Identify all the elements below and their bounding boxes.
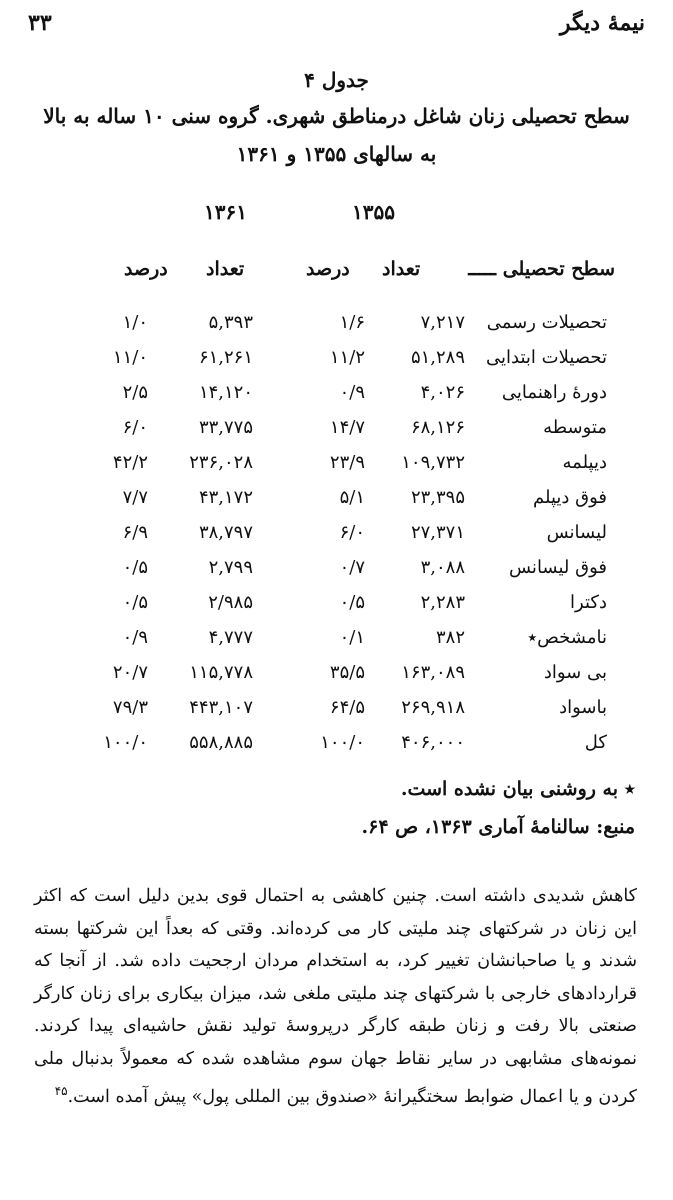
row-count-1355: ۷,۲۱۷ — [420, 312, 465, 333]
row-level: فوق دیپلم — [533, 487, 607, 508]
column-header-count-1355: تعداد — [382, 258, 421, 280]
table-label: جدول ۴ — [304, 68, 369, 92]
row-count-1361: ۵,۳۹۳ — [208, 312, 253, 333]
row-percent-1355: ۵/۱ — [339, 487, 365, 508]
table-row-total — [0, 728, 673, 763]
running-title: نیمهٔ دیگر — [559, 10, 645, 36]
row-count-1361: ۴۳,۱۷۲ — [198, 487, 253, 508]
table-footnote: ٭ به روشنی بیان نشده است. — [400, 778, 635, 800]
column-header-percent-1355: درصد — [306, 258, 350, 280]
row-level: بی سواد — [543, 662, 607, 683]
education-table — [0, 308, 673, 763]
row-count-1361: ۱۱۵,۷۷۸ — [189, 662, 253, 683]
table-row — [0, 448, 673, 483]
row-level: فوق لیسانس — [508, 557, 607, 578]
running-head — [28, 10, 645, 46]
row-percent-1361: ۷۹/۳ — [112, 697, 148, 718]
row-level: دکترا — [570, 592, 607, 613]
row-count-1361: ۴,۷۷۷ — [208, 627, 253, 648]
row-count-1361: ۲,۷۹۹ — [208, 557, 253, 578]
table-row — [0, 518, 673, 553]
column-header-percent-1361: درصد — [124, 258, 168, 280]
row-percent-1361: ۰/۵ — [122, 557, 148, 578]
row-level: باسواد — [559, 697, 607, 718]
row-level: کل — [584, 732, 607, 753]
row-count-1355: ۵۱,۲۸۹ — [410, 347, 465, 368]
row-count-1355: ۲۳,۳۹۵ — [410, 487, 465, 508]
row-count-1355: ۳,۰۸۸ — [420, 557, 465, 578]
row-percent-1355: ۱۱/۲ — [329, 347, 365, 368]
table-row — [0, 623, 673, 658]
row-count-1355: ۲۷,۳۷۱ — [410, 522, 465, 543]
row-count-1361: ۴۴۳,۱۰۷ — [189, 697, 253, 718]
row-level: لیسانس — [546, 522, 607, 543]
table-row — [0, 378, 673, 413]
row-count-1355: ۴۰۶,۰۰۰ — [401, 732, 465, 753]
table-source: منبع: سالنامهٔ آماری ۱۳۶۳، ص ۶۴. — [361, 816, 635, 838]
row-percent-1361: ۱/۰ — [122, 312, 148, 333]
row-count-1361: ۵۵۸,۸۸۵ — [189, 732, 253, 753]
row-count-1361: ۳۸,۷۹۷ — [198, 522, 253, 543]
row-percent-1361: ۱۰۰/۰ — [103, 732, 148, 753]
row-percent-1355: ۰/۷ — [339, 557, 365, 578]
body-paragraph-text: کاهش شدیدی داشته است. چنین کاهشی به احتمال قوی بدین دلیل است که اکثر این زنان در شرکتهای چند ملیتی کار می کرده‌اند. وقتی که بعداً این شرکتها بسته شدند و یا صاحبانشان تغییر کرد، به استخدام مردان ارجحیت داده شد. از آنجا که قراردادهای خارجی با شرکتهای چند ملیتی ملغی شد، میزان بیکاری برای زنان کارگر صنعتی بالا رفت و زنان طبقه کارگر درپروسهٔ تولید نقش حاشیه‌ای پیدا کردند. نمونه‌های مشابهی در سایر نقاط جهان سوم مشاهده شده که معمولاً بدنبال ملی کردن و یا اعمال ضوابط سختگیرانهٔ «صندوق بین المللی پول» پیش آمده است. — [34, 886, 637, 1107]
row-count-1361: ۳۳,۷۷۵ — [198, 417, 253, 438]
row-percent-1355: ۱۰۰/۰ — [320, 732, 365, 753]
row-percent-1355: ۶/۰ — [339, 522, 365, 543]
row-percent-1355: ۳۵/۵ — [329, 662, 365, 683]
row-level: متوسطه — [543, 417, 607, 438]
row-count-1355: ۶۸,۱۲۶ — [410, 417, 465, 438]
row-count-1361: ۶۱,۲۶۱ — [198, 347, 253, 368]
row-percent-1361: ۶/۹ — [122, 522, 148, 543]
table-row — [0, 658, 673, 693]
table-row — [0, 308, 673, 343]
row-level: تحصیلات رسمی — [486, 312, 607, 333]
column-header-count-1361: تعداد — [206, 258, 245, 280]
row-percent-1355: ۶۴/۵ — [329, 697, 365, 718]
row-level: دورهٔ راهنمایی — [501, 382, 607, 403]
row-percent-1361: ۷/۷ — [122, 487, 148, 508]
row-count-1355: ۲۶۹,۹۱۸ — [401, 697, 465, 718]
footnote-reference: ۴۵ — [54, 1084, 68, 1098]
row-percent-1361: ۴۲/۲ — [112, 452, 148, 473]
row-count-1355: ۱۰۹,۷۳۲ — [401, 452, 465, 473]
table-row — [0, 693, 673, 728]
row-count-1355: ۱۶۳,۰۸۹ — [401, 662, 465, 683]
table-row — [0, 483, 673, 518]
row-level: دیپلمه — [562, 452, 607, 473]
row-percent-1355: ۲۳/۹ — [329, 452, 365, 473]
table-subtitle: به سالهای ۱۳۵۵ و ۱۳۶۱ — [236, 142, 437, 166]
body-paragraph — [34, 880, 637, 1113]
table-row — [0, 588, 673, 623]
row-count-1361: ۱۴,۱۲۰ — [198, 382, 253, 403]
row-percent-1355: ۰/۱ — [339, 627, 365, 648]
row-count-1361: ۲/۹۸۵ — [208, 592, 253, 613]
table-row — [0, 553, 673, 588]
row-count-1355: ۴,۰۲۶ — [420, 382, 465, 403]
row-percent-1355: ۰/۹ — [339, 382, 365, 403]
column-header-level: سطح تحصیلی ـــــ — [468, 258, 615, 280]
year-header-1355: ۱۳۵۵ — [352, 200, 395, 224]
row-percent-1355: ۱/۶ — [339, 312, 365, 333]
row-level: نامشخص٭ — [527, 627, 607, 648]
row-percent-1355: ۰/۵ — [339, 592, 365, 613]
row-count-1355: ۳۸۲ — [435, 627, 465, 648]
row-percent-1361: ۲۰/۷ — [112, 662, 148, 683]
table-row — [0, 413, 673, 448]
row-percent-1361: ۱۱/۰ — [112, 347, 148, 368]
row-percent-1355: ۱۴/۷ — [329, 417, 365, 438]
year-header-1361: ۱۳۶۱ — [204, 200, 247, 224]
row-percent-1361: ۰/۵ — [122, 592, 148, 613]
table-row — [0, 343, 673, 378]
row-percent-1361: ۲/۵ — [122, 382, 148, 403]
row-percent-1361: ۰/۹ — [122, 627, 148, 648]
row-level: تحصیلات ابتدایی — [486, 347, 607, 368]
row-count-1355: ۲,۲۸۳ — [420, 592, 465, 613]
row-percent-1361: ۶/۰ — [122, 417, 148, 438]
page-number: ۳۳ — [28, 10, 52, 36]
table-title: سطح تحصیلی زنان شاغل درمناطق شهری. گروه سنی ۱۰ ساله به بالا — [43, 104, 630, 128]
row-count-1361: ۲۳۶,۰۲۸ — [189, 452, 253, 473]
